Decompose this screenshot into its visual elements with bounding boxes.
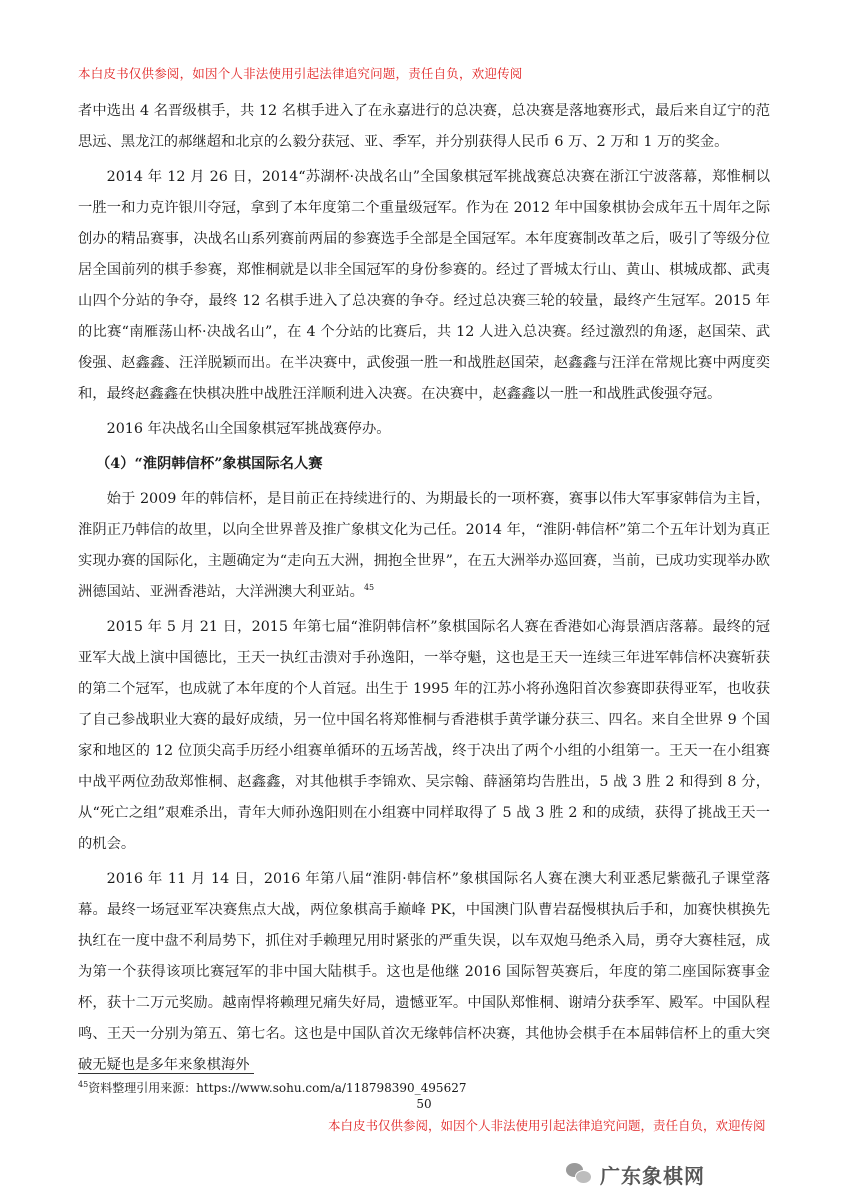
page-number: 50 bbox=[416, 1097, 432, 1111]
watermark bbox=[566, 1158, 705, 1190]
section-heading: （4）“淮阴韩信杯”象棋国际名人赛 bbox=[96, 456, 323, 472]
paragraph-3: 2016 年决战名山全国象棋冠军挑战赛停办。 bbox=[106, 421, 391, 437]
footnote-text: 资料整理引用来源：https://www.sohu.com/a/118798390_495627 bbox=[88, 1081, 467, 1095]
footnote-ref[interactable]: 45 bbox=[363, 583, 375, 593]
wechat-icon bbox=[566, 1163, 592, 1185]
paragraph-4 bbox=[78, 484, 770, 608]
paragraph-4-text: 始于 2009 年的韩信杯，是目前正在持续进行的、为期最长的一项杯赛，赛事以伟大军事家韩信为主旨，淮阴正乃韩信的故里，以向全世界普及推广象棋文化为己任。2014 年，“淮阴·韩信杯”第二个五年计划为真正实现办赛的国际化，主题确定为“走向五大洲，拥抱全世界”，在五大洲举办巡回赛，当前，已成功实现举办欧洲德国站、亚洲香港站，大洋洲澳大利亚站。 bbox=[78, 491, 770, 600]
footnote-number: 45 bbox=[78, 1080, 89, 1089]
disclaimer-top: 本白皮书仅供参阅，如因个人非法使用引起法律追究问题，责任自负，欢迎传阅 bbox=[78, 66, 523, 81]
footnote bbox=[78, 1079, 466, 1096]
paragraph-2: 2014 年 12 月 26 日，2014“苏湖杯·决战名山”全国象棋冠军挑战赛总决赛在浙江宁波落幕，郑惟桐以一胜一和力克许银川夺冠，拿到了本年度第二个重量级冠军。作为在 2012 年中国象棋协会成年五十周年之际创办的精品赛事，决战名山系列赛前两届的参赛选手全部是全国冠军。本年度赛制改革之后，吸引了等级分位居全国前列的棋手参赛，郑惟桐就是以非全国冠军的身份参赛的。经过了晋城太行山、黄山、棋城成都、武夷山四个分站的争夺，最终 12 名棋手进入了总决赛的争夺。经过总决赛三轮的较量，最终产生冠军。2015 年的比赛“南雁荡山杯·决战名山”，在 4 个分站的比赛后，共 12 人进入总决赛。经过激烈的角逐，赵国荣、武俊强、赵鑫鑫、汪洋脱颖而出。在半决赛中，武俊强一胜一和战胜赵国荣，赵鑫鑫与汪洋在常规比赛中两度奕和，最终赵鑫鑫在快棋决胜中战胜汪洋顺利进入决赛。在决赛中，赵鑫鑫以一胜一和战胜武俊强夺冠。 bbox=[78, 169, 770, 402]
paragraph-1: 者中选出 4 名晋级棋手，共 12 名棋手进入了在永嘉进行的总决赛，总决赛是落地赛形式，最后来自辽宁的范思远、黑龙江的郝继超和北京的么毅分获冠、亚、季军，并分别获得人民币 6 万、2 万和 1 万的奖金。 bbox=[78, 103, 770, 150]
footnote-divider bbox=[78, 1073, 254, 1074]
body-text bbox=[78, 96, 770, 1081]
watermark-text: 广东象棋网 bbox=[600, 1163, 705, 1188]
paragraph-6: 2016 年 11 月 14 日，2016 年第八届“淮阴·韩信杯”象棋国际名人赛在澳大利亚悉尼紫薇孔子课堂落幕。最终一场冠亚军决赛焦点大战，两位象棋高手巅峰 PK，中国澳门队曹岩磊慢棋执后手和，加赛快棋换先执红在一度中盘不利局势下，抓住对手赖理兄用时紧张的严重失误，以车双炮马绝杀入局，勇夺大赛桂冠，成为第一个获得该项比赛冠军的非中国大陆棋手。这也是他继 2016 国际智英赛后，年度的第二座国际赛事金杯，获十二万元奖励。越南悍将赖理兄痛失好局，遗憾亚军。中国队郑惟桐、谢靖分获季军、殿军。中国队程鸣、王天一分别为第五、第七名。这也是中国队首次无缘韩信杯决赛，其他协会棋手在本届韩信杯上的重大突破无疑也是多年来象棋海外 bbox=[78, 871, 770, 1073]
disclaimer-bottom: 本白皮书仅供参阅，如因个人非法使用引起法律追究问题，责任自负，欢迎传阅 bbox=[328, 1118, 766, 1133]
paragraph-5: 2015 年 5 月 21 日，2015 年第七届“淮阴韩信杯”象棋国际名人赛在香港如心海景酒店落幕。最终的冠亚军大战上演中国德比，王天一执红击溃对手孙逸阳，一举夺魁，这也是王天一连续三年进军韩信杯决赛斩获的第二个冠军，也成就了本年度的个人首冠。出生于 1995 年的江苏小将孙逸阳首次参赛即获得亚军，也收获了自己参战职业大赛的最好成绩，另一位中国名将郑惟桐与香港棋手黄学谦分获三、四名。来自全世界 9 个国家和地区的 12 位顶尖高手历经小组赛单循环的五场苦战，终于决出了两个小组的小组第一。王天一在小组赛中战平两位劲敌郑惟桐、赵鑫鑫，对其他棋手李锦欢、吴宗翰、薛涵第均告胜出，5 战 3 胜 2 和得到 8 分，从“死亡之组”艰难杀出，青年大师孙逸阳则在小组赛中同样取得了 5 战 3 胜 2 和的成绩，获得了挑战王天一的机会。 bbox=[78, 619, 770, 852]
